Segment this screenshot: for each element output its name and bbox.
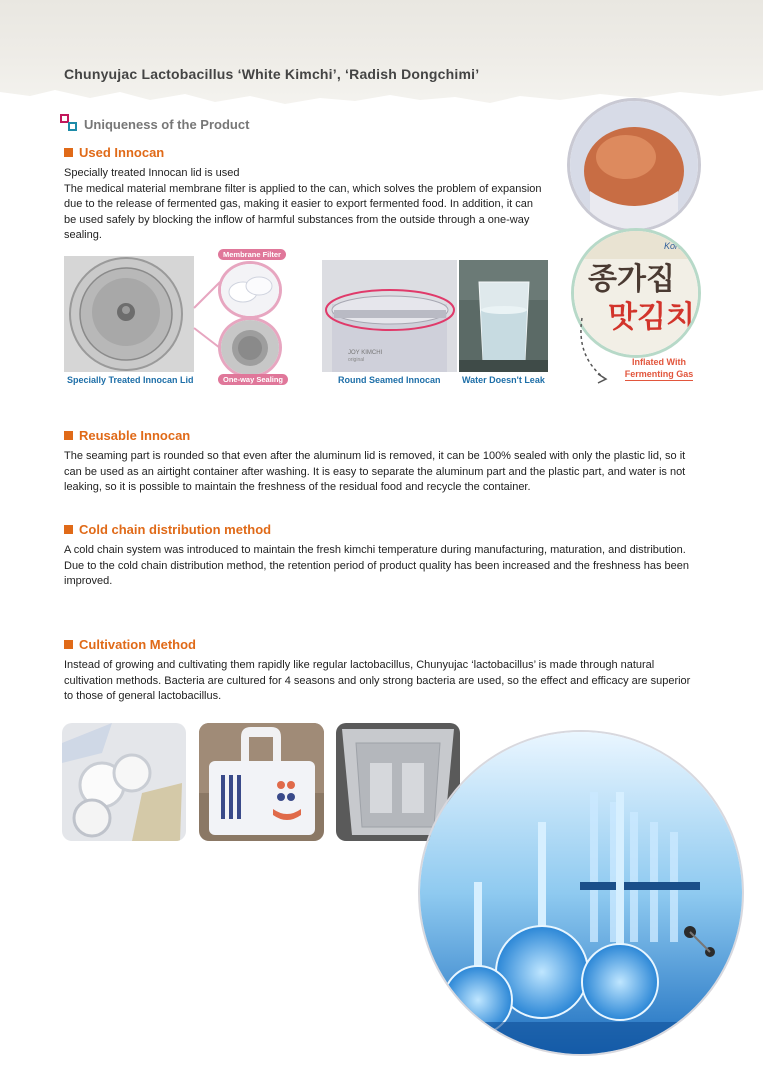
ice-packs-photo [62,723,186,841]
reusable-innocan-text [64,449,694,496]
cold-chain-p1: A cold chain system was introduced to maintain the fresh kimchi temperature during manufacturing, maturation, and distribution. [64,544,686,556]
bullet-square-icon [64,640,73,649]
cultivation-p1: Instead of growing and cultivating them rapidly like regular lactobacillus, Chunyujac ‘lactobacillus’ is made through natural cultivation methods. Bacteria are cultured for 4 seasons and only strong bacteria are used, so the effect and efficacy are superior to those of general lactobacillus. [64,659,691,702]
section-title-cultivation: Cultivation Method [64,637,196,652]
can-brand-text: Korea [664,241,689,251]
section-title-cold-chain: Cold chain distribution method [64,522,271,537]
lid-caption: Specially Treated Innocan Lid [67,375,194,385]
header-band [0,0,763,105]
delivery-box-photo [199,723,324,841]
used-innocan-text [64,166,544,244]
jar-label-text-2: original [348,357,365,363]
can-korean-text-1: 종가집 [588,262,675,297]
uniqueness-label: Uniqueness of the Product [84,116,250,132]
inflated-caption: Inflated With Fermenting Gas [624,357,694,379]
cold-chain-p2: Due to the cold chain distribution method, the retention period of product quality has been increased and the freshness has been improved. [64,559,689,587]
used-innocan-p1: Specially treated Innocan lid is used [64,167,240,179]
product-logo-icon [60,114,80,134]
cold-chain-text [64,543,694,590]
reusable-innocan-p1: The seaming part is rounded so that even after the aluminum lid is removed, it can be 100% sealed with only the plastic lid, so it can be used as an airtight container after washing. It is easy to separate the aluminum part and the plastic part, and water is not leaking, so it is possible to maintain the freshness of the residual food and recycle the container. [64,450,686,493]
section-title-reusable-innocan: Reusable Innocan [64,428,190,443]
innocan-lid-photo [64,256,194,372]
round-seamed-innocan-photo [322,260,457,372]
bullet-square-icon [64,525,73,534]
membrane-filter-image [218,261,282,319]
lab-glassware-photo [418,730,744,1056]
membrane-filter-label: Membrane Filter [218,249,286,260]
cultivation-text [64,658,694,705]
jar-label-text-1: JOY KIMCHI [348,350,383,356]
connector-lines [190,268,226,368]
bullet-square-icon [64,148,73,157]
one-way-sealing-label: One-way Sealing [218,374,288,385]
section-title-used-innocan: Used Innocan [64,145,164,160]
used-innocan-p2: The medical material membrane filter is applied to the can, which solves the problem of expansion due to the release of fermented gas, making it easier to export fermented food. In addition, it can be used safely by blocking the inflow of harmful substances from the outside through a one-way sealing. [64,182,542,241]
water-caption: Water Doesn't Leak [462,375,545,385]
seamed-caption: Round Seamed Innocan [338,375,441,385]
bullet-square-icon [64,431,73,440]
page-title: Chunyujac Lactobacillus ‘White Kimchi’, ‘Radish Dongchimi’ [64,66,480,82]
uniqueness-heading [60,114,249,134]
inflated-can-top-photo [567,98,701,232]
water-glass-photo [459,260,548,372]
one-way-sealing-image [218,317,282,378]
can-korean-text-2: 맛김치 [608,300,695,335]
